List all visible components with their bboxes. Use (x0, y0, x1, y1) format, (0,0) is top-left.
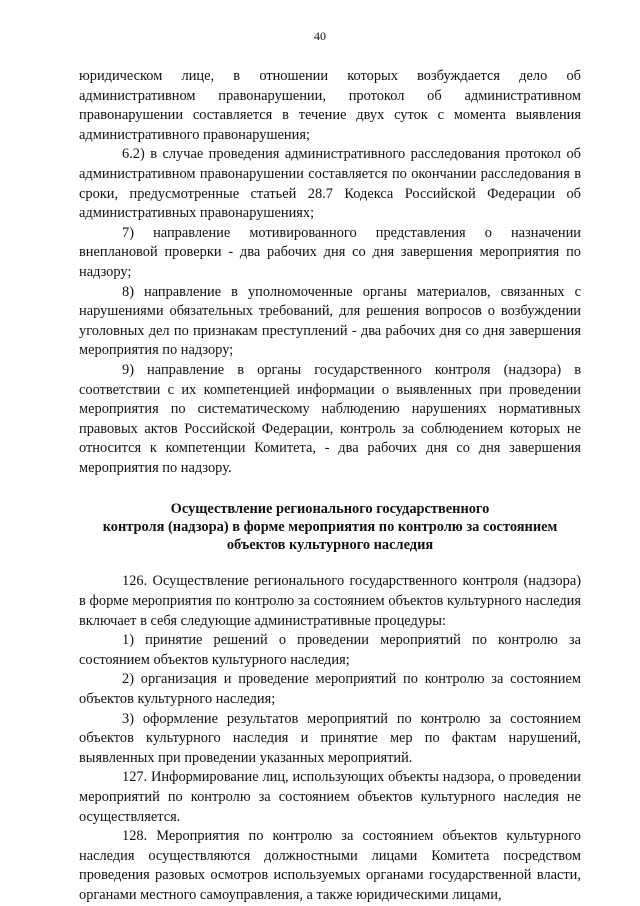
paragraph: 1) принятие решений о проведении мероприятий по контролю за состоянием объектов культурного наследия; (79, 632, 581, 668)
section-heading-line: Осуществление регионального государственного (170, 501, 490, 518)
paragraph: 8) направление в уполномоченные органы материалов, связанных с нарушениями обязательных требований, для решения вопросов о возбуждении уголовных дел по признакам преступлений - два рабочих дня со дня завершения мероприятия по надзору; (79, 283, 581, 359)
section-heading (79, 500, 581, 554)
paragraph: 128. Мероприятия по контролю за состоянием объектов культурного наследия осуществляются должностными лицами Комитета посредством проведения разовых осмотров используемых органами государственной власти, органами местного самоуправления, а также юридическими лицами, (79, 828, 581, 903)
paragraph: 9) направление в органы государственного контроля (надзора) в соответствии с их компетенцией информации о выявленных при проведении мероприятия по систематическому наблюдению нарушениях нормативных правовых актов Российской Федерации, контроль за соблюдением которых не относится к компетенции Комитета, - два рабочих дня со дня завершения мероприятия по надзору. (79, 361, 581, 476)
document-body (79, 67, 581, 906)
paragraph: 7) направление мотивированного представления о назначении внеплановой проверки - два рабочих дня со дня завершения мероприятия по надзору; (79, 224, 581, 280)
paragraph: 126. Осуществление регионального государственного контроля (надзора) в форме мероприятия по контролю за состоянием объектов культурного наследия включает в себя следующие административные процедуры: (79, 573, 581, 629)
paragraph: 3) оформление результатов мероприятий по контролю за состоянием объектов культурного наследия и принятие мер по фактам нарушений, выявленных при проведении указанных мероприятий. (79, 710, 581, 766)
section-heading-line: контроля (надзора) в форме мероприятия по контролю за состоянием (102, 519, 558, 536)
paragraph: 2) организация и проведение мероприятий по контролю за состоянием объектов культурного наследия; (79, 671, 581, 708)
paragraph: 6.2) в случае проведения административного расследования протокол об административном правонарушении составляется по окончании расследования в сроки, предусмотренные статьей 28.7 Кодекса Российской Федерации об административных правонарушениях; (79, 146, 581, 222)
section-heading-line: объектов культурного наследия (226, 537, 434, 554)
paragraph: 127. Информирование лиц, использующих объекты надзора, о проведении мероприятий по контролю за состоянием объектов культурного наследия не осуществляется. (79, 769, 581, 825)
page-number: 40 (314, 29, 326, 43)
paragraph: юридическом лице, в отношении которых возбуждается дело об административном правонарушении, протокол об административном правонарушении составляется в течение двух суток с момента выявления административного правонарушения; (79, 68, 581, 143)
